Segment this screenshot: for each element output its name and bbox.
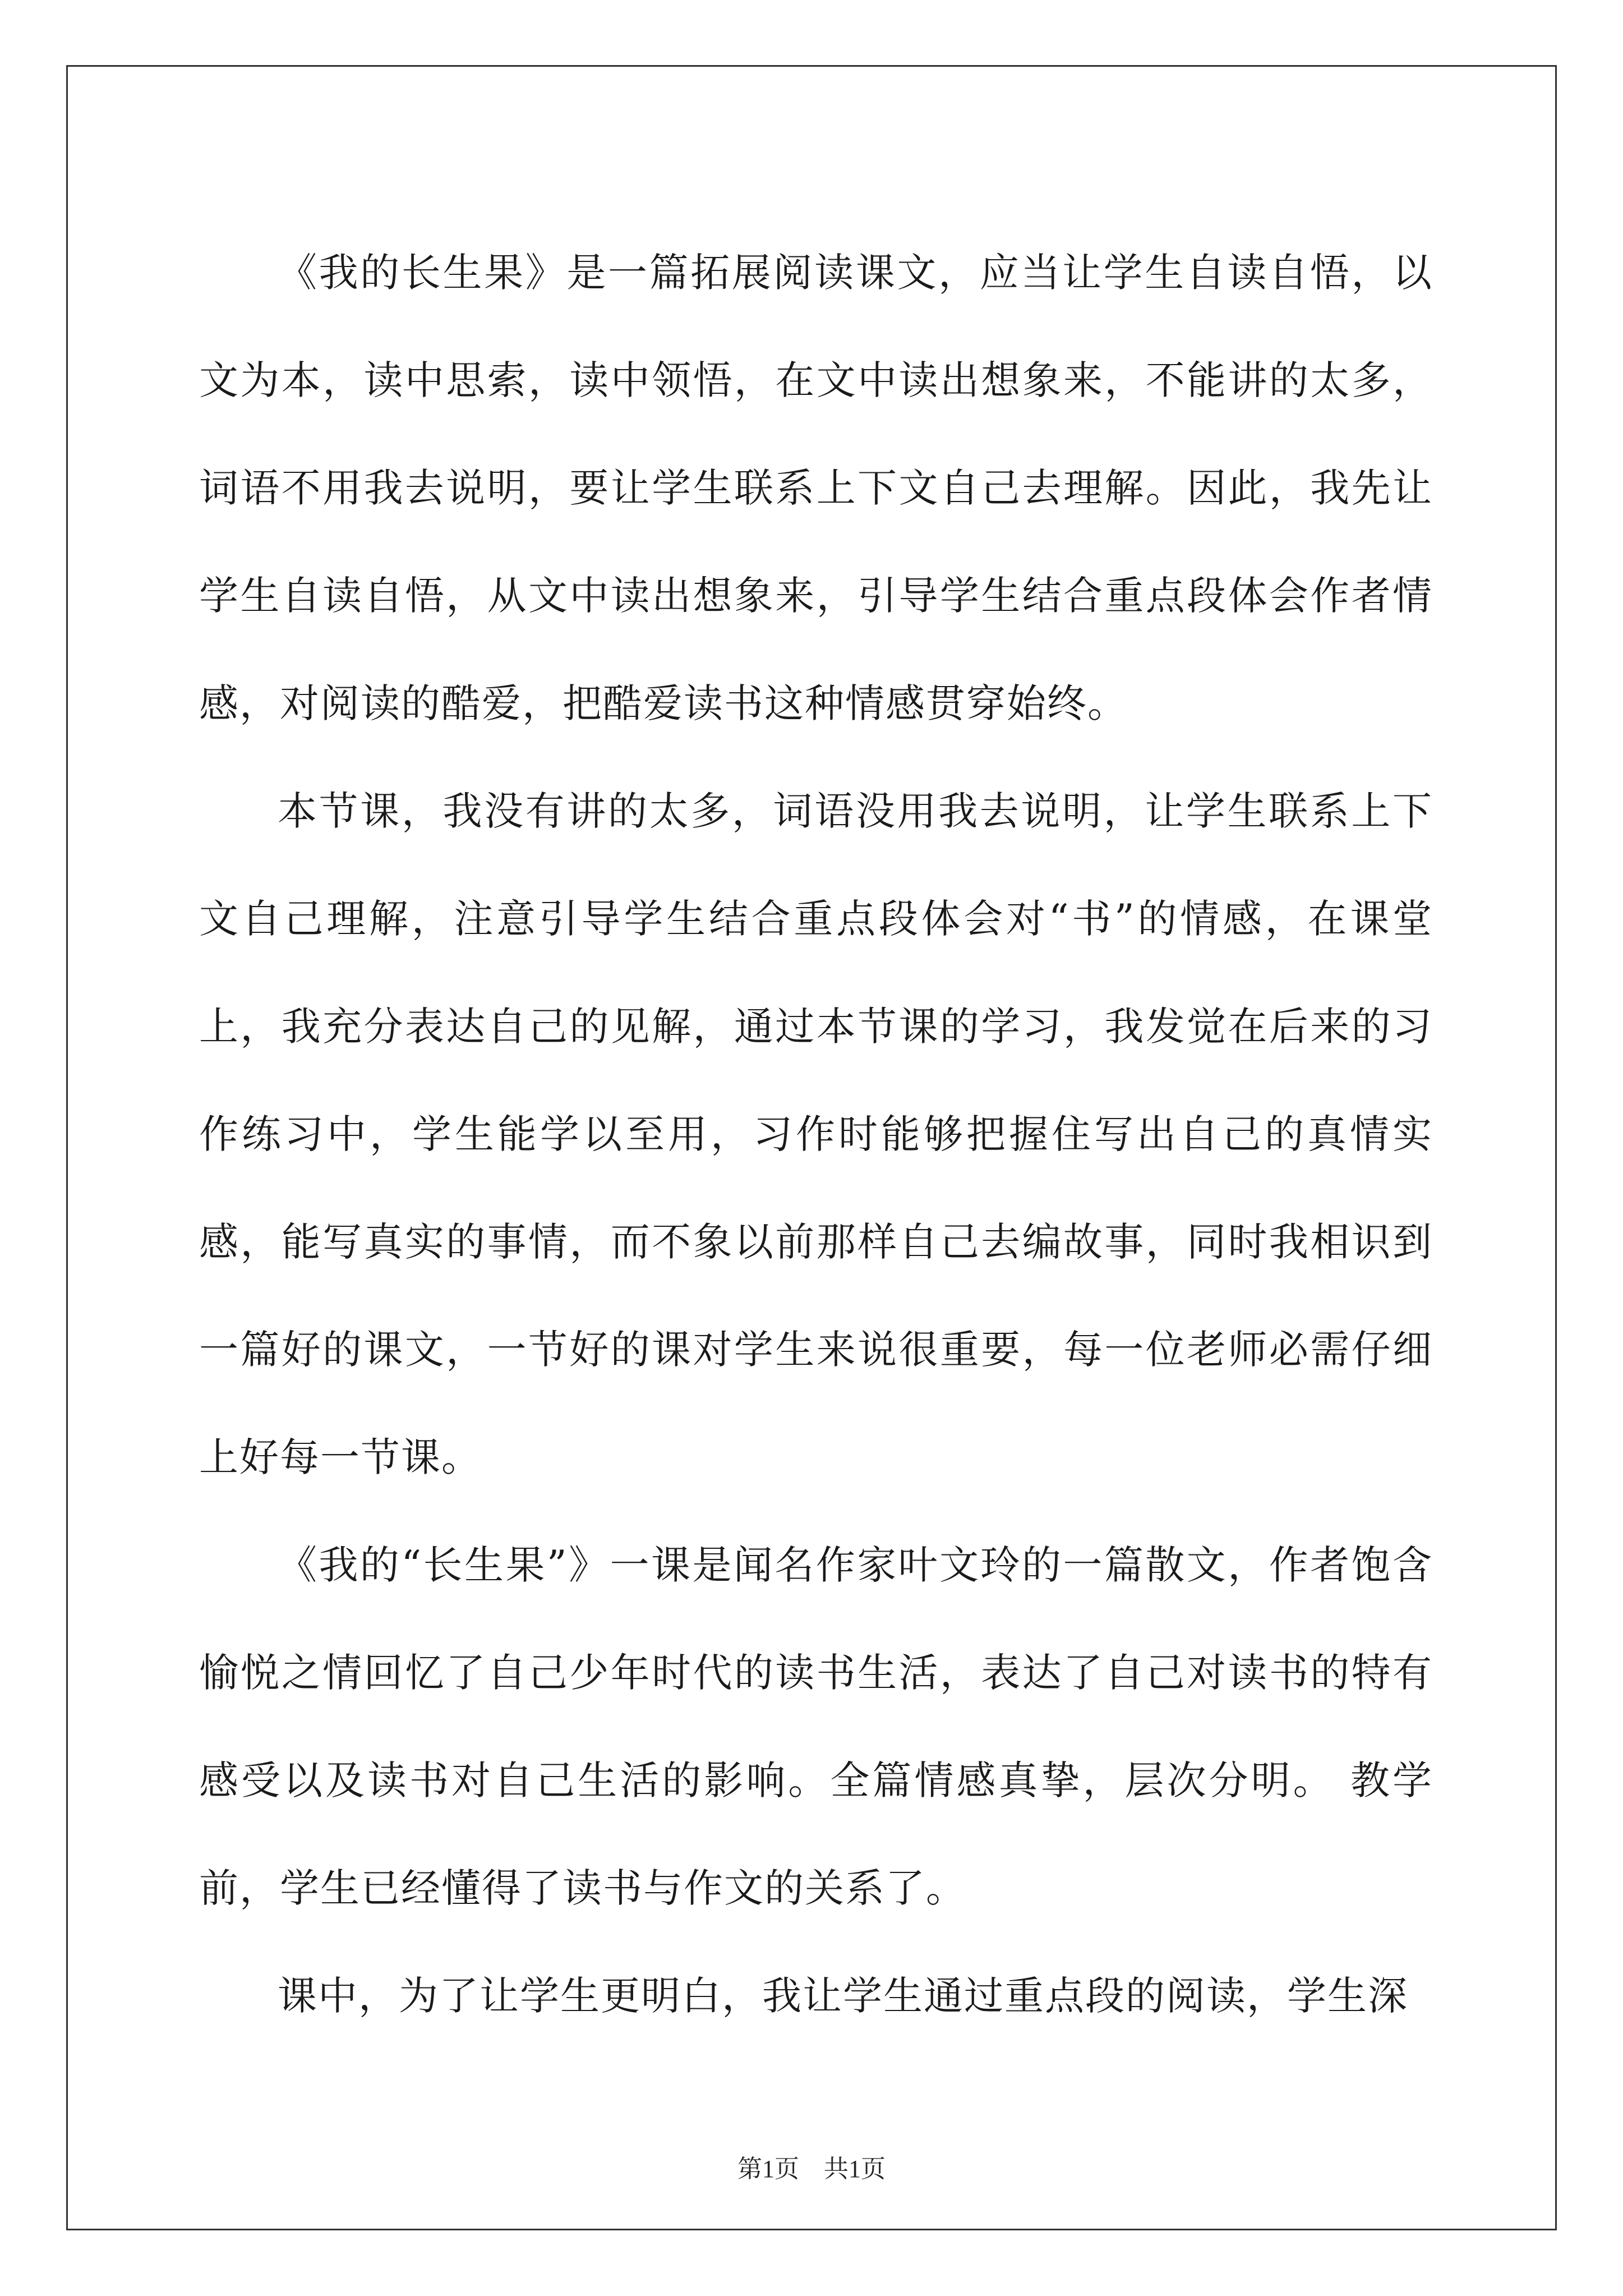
- paragraph-3: 《我的“长生果”》一课是闻名作家叶文玲的一篇散文，作者饱含愉悦之情回忆了自己少年时代的读书生活，表达了自己对读书的特有感受以及读书对自己生活的影响。全篇情感真挚，层次分明。 教学前，学生已经懂得了读书与作文的关系了。: [199, 1542, 1433, 1911]
- paragraph-1: 《我的长生果》是一篇拓展阅读课文，应当让学生自读自悟，以文为本，读中思索，读中领悟，在文中读出想象来，不能讲的太多，词语不用我去说明，要让学生联系上下文自己去理解。因此，我先让学生自读自悟，从文中读出想象来，引导学生结合重点段体会作者情感，对阅读的酷爱，把酷爱读书这种情感贯穿始终。: [199, 250, 1433, 726]
- paragraph-4: 课中，为了让学生更明白，我让学生通过重点段的阅读，学生深: [278, 1973, 1408, 2019]
- document-body: [199, 219, 1433, 2050]
- paragraph-2: 本节课，我没有讲的太多，词语没用我去说明，让学生联系上下文自己理解，注意引导学生结合重点段体会对“书”的情感，在课堂上，我充分表达自己的见解，通过本节课的学习，我发觉在后来的习作练习中，学生能学以至用，习作时能够把握住写出自己的真情实感，能写真实的事情，而不象以前那样自己去编故事，同时我相识到一篇好的课文，一节好的课对学生来说很重要，每一位老师必需仔细上好每一节课。: [199, 788, 1433, 1480]
- page-number-footer: 第1页 共1页: [737, 2155, 886, 2183]
